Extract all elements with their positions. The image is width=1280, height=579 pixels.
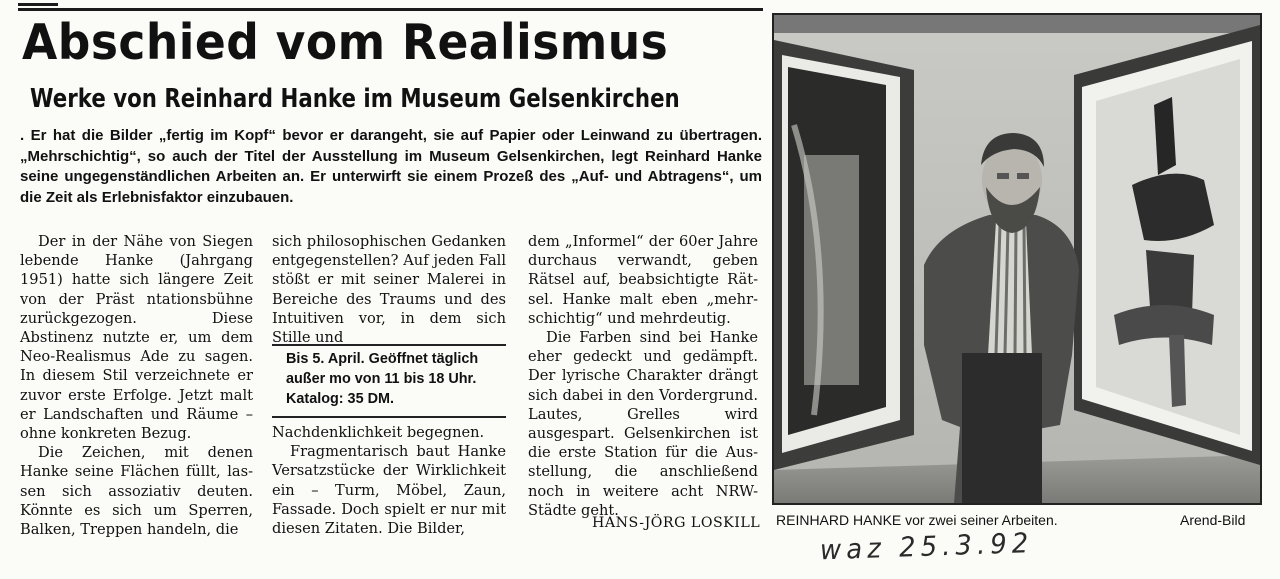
article-column-2-continued: [272, 423, 506, 538]
column-3-paragraph-1: dem „Informel“ der 60er Jahre durchaus verwandt, geben Rätsel auf, beabsichtigte Rätsel. Hanke malt eben „mehrschichtig“ und mehrdeutig.: [528, 233, 758, 327]
headline: Abschied vom Realismus: [22, 14, 669, 71]
column-2-paragraph-top: sich philosophischen Gedanken entgegenstellen? Auf jeden Fall stößt er mit seiner Malerei in Bereiche des Traums und des Intuitiven vor, in dem sich Stille und: [272, 233, 506, 347]
exhibition-info-text: Bis 5. April. Geöffnet täglich außer mo von 11 bis 18 Uhr. Katalog: 35 DM.: [286, 351, 479, 407]
column-1-paragraph-2: Die Zeichen, mit denen Hanke seine Flächen füllt, lassen sich assoziativ deuten. Könnte es sich um Sperren, Balken, Treppen handeln, die: [20, 444, 253, 539]
top-rule-mark: [18, 3, 58, 6]
article-column-3: [528, 232, 758, 520]
column-2-paragraph-b1: Nachdenklichkeit begegnen.: [272, 424, 485, 441]
column-1-paragraph-1: Der in der Nähe von Siegen lebende Hanke (Jahrgang 1951) hatte sich längere Zeit von der Präst ntationsbühne zurückgezogen. Diese Abstinenz nutzte er, um dem Neo-Realismus Ade zu sagen. In diesem Stil verzeichnete er zuvor erste Erfolge. Jetzt malt er Landschaften und Räume – ohne konkreten Bezug.: [20, 233, 253, 443]
photo-credit: Arend-Bild: [1180, 512, 1246, 528]
column-3-paragraph-2: Die Farben sind bei Hanke eher gedeckt und gedämpft. Der lyrische Charakter drängt sich dabei in den Vordergrund. Lautes, Grelles wird ausgespart. Gelsenkirchen ist die erste Station für die Ausstellung, die anschließend noch in weitere acht NRW-Städte geht.: [528, 329, 758, 519]
photo-caption: REINHARD HANKE vor zwei seiner Arbeiten.: [776, 512, 1058, 528]
exhibition-info-box: [272, 344, 506, 418]
column-2-paragraph-b2: Fragmentarisch baut Hanke Versatzstücke der Wirklichkeit ein – Turm, Möbel, Zaun, Fassade. Doch spielt er nur mit diesen Zitaten. Die Bilder,: [272, 443, 506, 538]
subheadline: Werke von Reinhard Hanke im Museum Gelsenkirchen: [30, 84, 680, 114]
article-column-1: [20, 232, 253, 539]
handwritten-source-note: waz 25.3.92: [819, 527, 1034, 567]
article-column-2: [272, 232, 506, 347]
top-rule: [18, 8, 763, 11]
artist-photo: [772, 13, 1262, 505]
artist-photo-illustration: [774, 15, 1260, 503]
lead-paragraph: . Er hat die Bilder „fertig im Kopf“ bevor er darangeht, sie auf Papier oder Leinwand zu übertragen. „Mehrschichtig“, so auch der Titel der Ausstellung im Museum Gelsenkirchen, legt Reinhard Hanke seine ungegenständlichen Arbeiten an. Er unterwirft sie einem Prozeß des „Auf- und Abtragens“, um die Zeit als Erlebnisfaktor einzubauen.: [20, 127, 762, 206]
author-byline: HANS-JÖRG LOSKILL: [592, 515, 761, 531]
